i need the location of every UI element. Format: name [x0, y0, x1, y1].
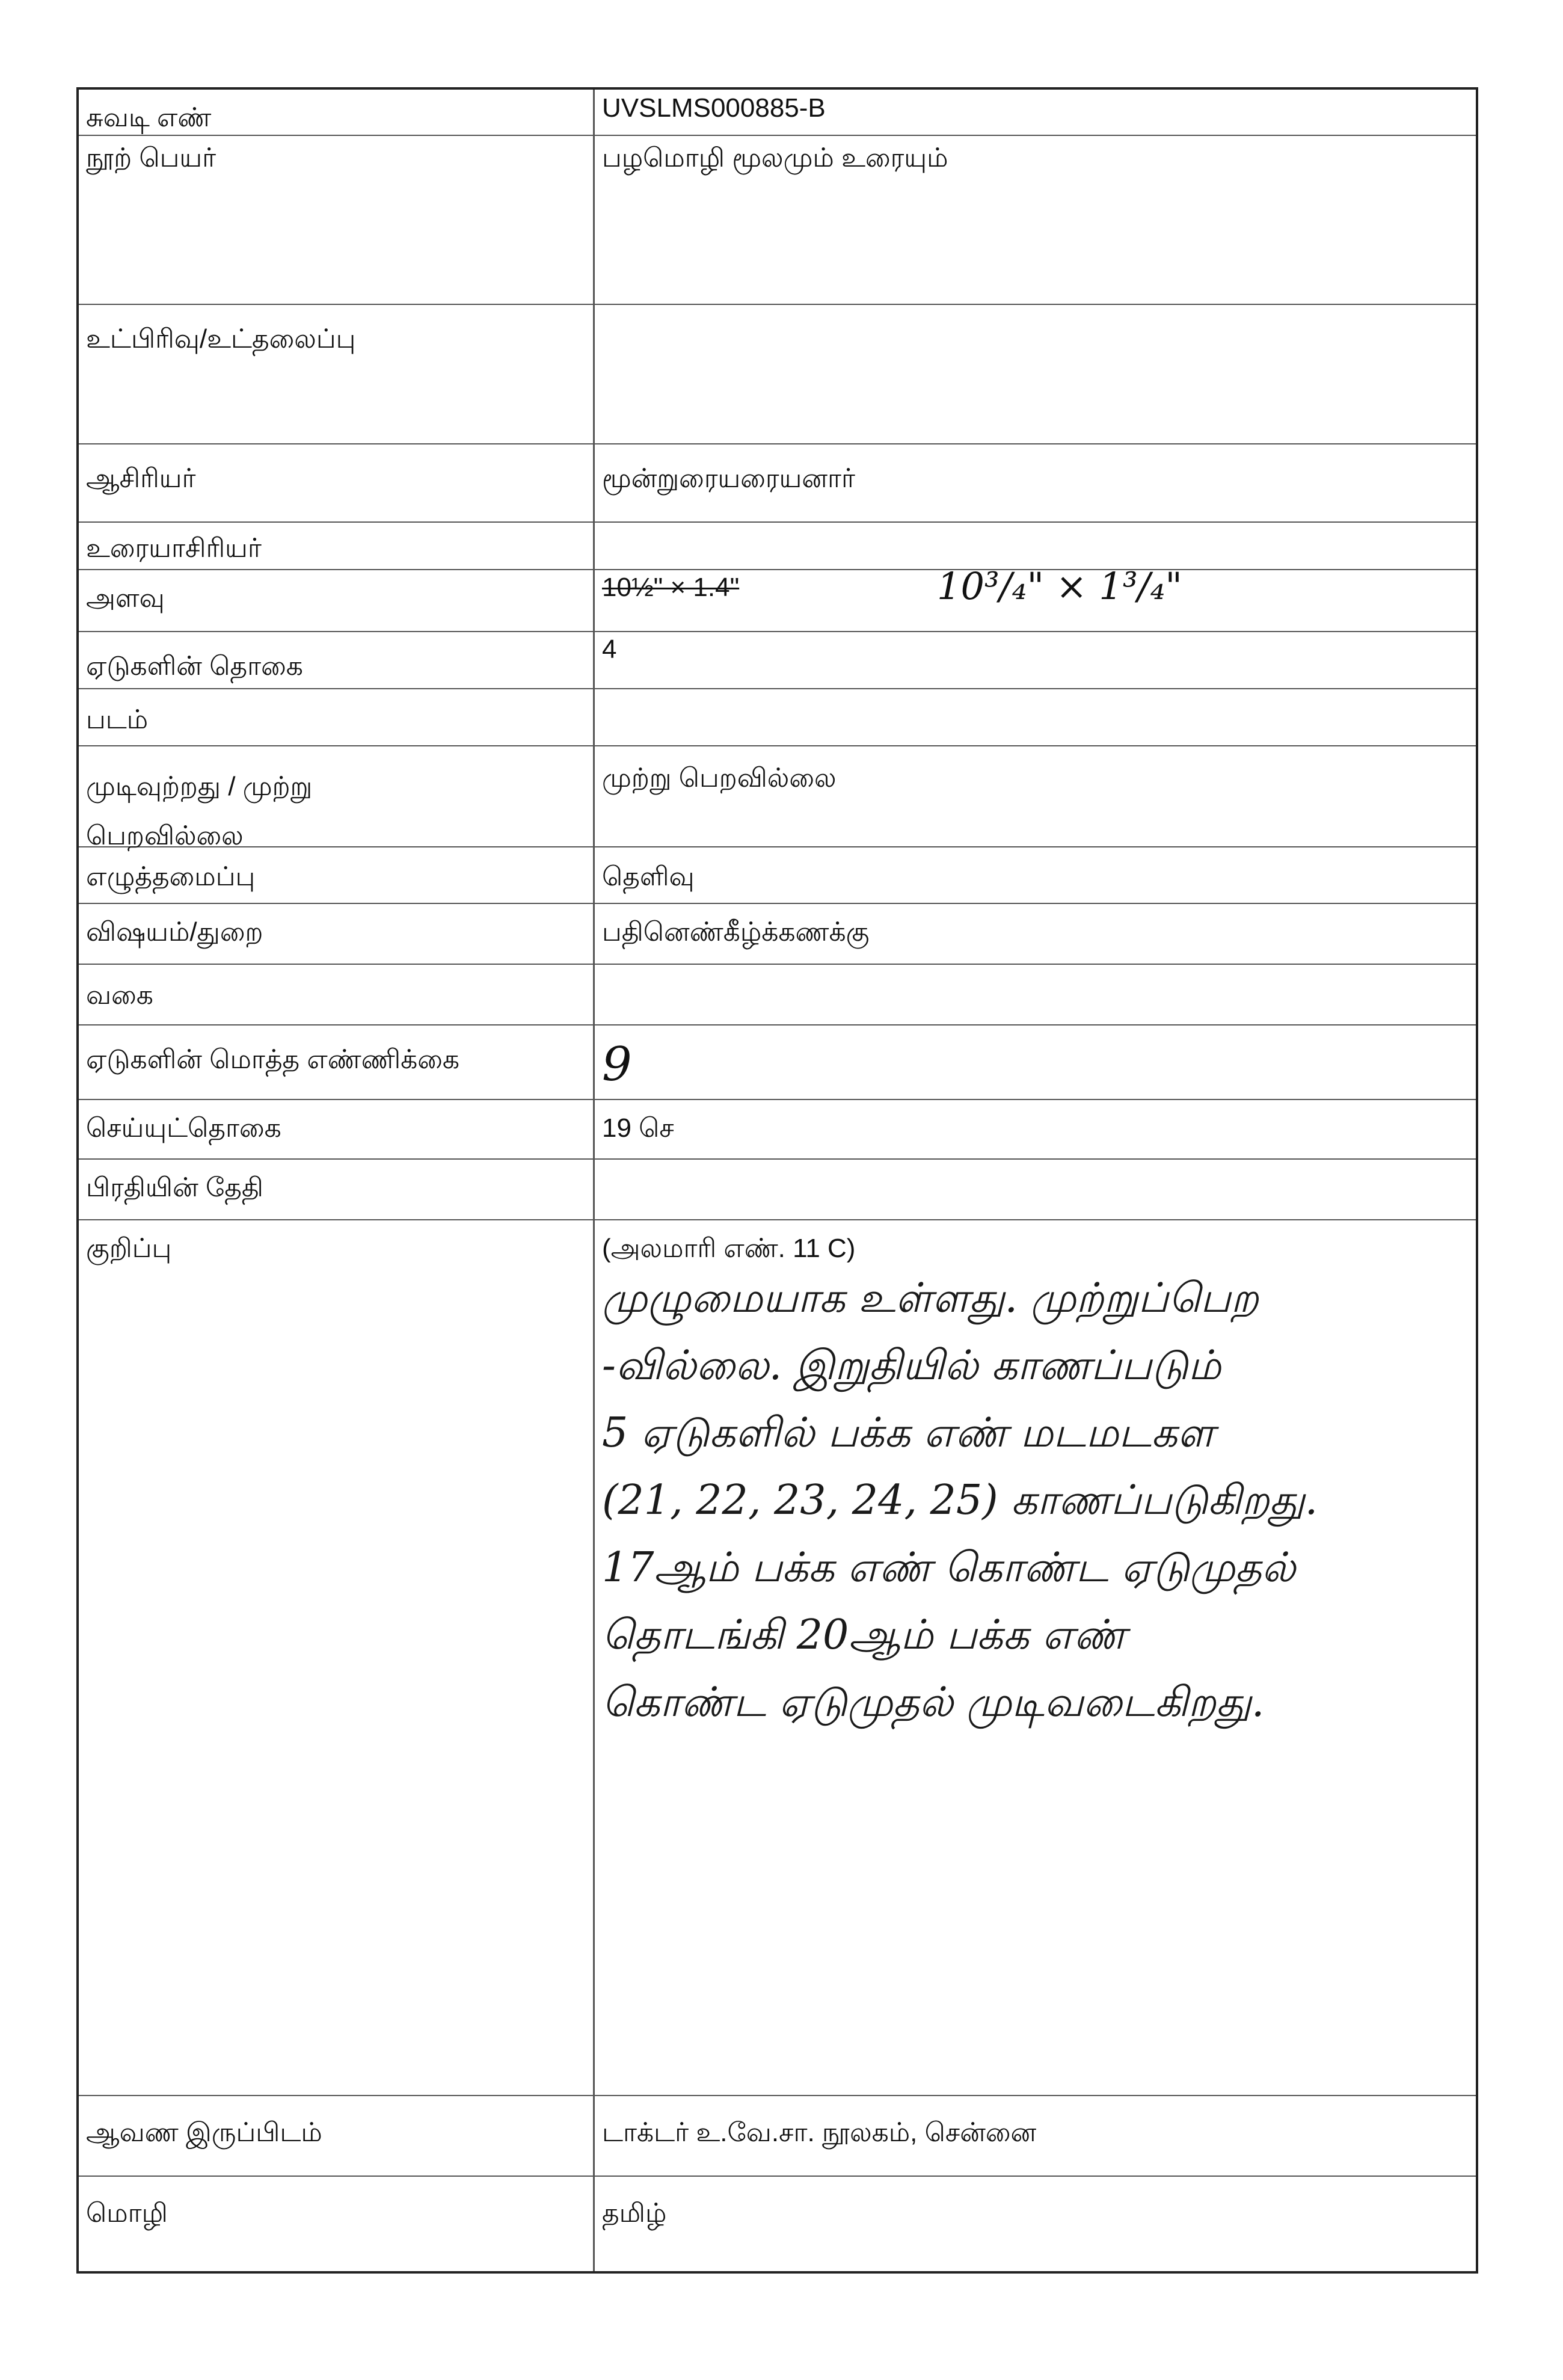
note-line: -வில்லை. இறுதியில் காணப்படும் [602, 1342, 1221, 1389]
label-notes: குறிப்பு [86, 1234, 172, 1263]
row-book-title [79, 136, 1476, 305]
row-size [79, 564, 1476, 632]
label-commentator: உரையாசிரியர் [86, 534, 262, 563]
value-notes-printed: (அலமாரி எண். 11 C) [602, 1234, 856, 1263]
value-author: மூன்றுரையரையனார் [602, 464, 856, 493]
label-verse-count: செய்யுட்தொகை [86, 1113, 281, 1143]
value-total-leaves-handwritten: 9 [602, 1038, 632, 1092]
value-script: தெளிவு [602, 862, 695, 891]
row-script [79, 847, 1476, 904]
label-type: வகை [86, 980, 153, 1010]
row-verse-count [79, 1100, 1476, 1160]
note-line: 17ஆம் பக்க எண் கொண்ட ஏடுமுதல் [602, 1544, 1296, 1591]
value-completion: முற்று பெறவில்லை [602, 763, 837, 793]
row-copy-date [79, 1160, 1476, 1220]
record-sheet [76, 87, 1478, 2274]
value-verse-count: 19 செ [602, 1113, 674, 1143]
note-line: தொடங்கி 20ஆம் பக்க எண் [602, 1611, 1126, 1659]
note-line: முழுமையாக உள்ளது. முற்றுப்பெற [602, 1275, 1259, 1322]
value-language: தமிழ் [602, 2198, 667, 2228]
note-line: 5 ஏடுகளில் பக்க எண் மடமடகள [602, 1409, 1215, 1457]
label-archive-location: ஆவண இருப்பிடம் [86, 2118, 322, 2147]
row-subject [79, 904, 1476, 965]
note-line: (21, 22, 23, 24, 25) காணப்படுகிறது. [602, 1477, 1318, 1524]
row-total-leaves [79, 1025, 1476, 1100]
row-picture [79, 689, 1476, 746]
value-manuscript-number: UVSLMS000885-B [602, 93, 826, 123]
label-language: மொழி [86, 2198, 168, 2228]
label-copy-date: பிரதியின் தேதி [86, 1173, 263, 1202]
label-total-leaves: ஏடுகளின் மொத்த எண்ணிக்கை [86, 1045, 460, 1074]
label-picture: படம் [86, 705, 149, 734]
value-size-printed: 10½" × 1.4" [602, 573, 740, 602]
row-completion [79, 746, 1476, 850]
label-leaf-count: ஏடுகளின் தொகை [86, 651, 303, 681]
note-line: கொண்ட ஏடுமுதல் முடிவடைகிறது. [602, 1679, 1265, 1726]
row-leaf-count [79, 632, 1476, 689]
row-language [79, 2177, 1476, 2274]
label-size: அளவு [86, 583, 165, 613]
label-subject: விஷயம்/துறை [86, 917, 263, 947]
label-manuscript-number: சுவடி எண் [86, 103, 212, 132]
value-leaf-count: 4 [602, 635, 617, 664]
label-book-title: நூற் பெயர் [86, 143, 216, 173]
row-subdivision [79, 305, 1476, 444]
row-manuscript-number [79, 90, 1476, 136]
value-archive-location: டாக்டர் உ.வே.சா. நூலகம், சென்னை [602, 2118, 1037, 2147]
row-archive-location [79, 2096, 1476, 2177]
row-type [79, 965, 1476, 1025]
row-author [79, 444, 1476, 523]
row-notes [79, 1220, 1476, 2096]
value-book-title: பழமொழி மூலமும் உரையும் [602, 143, 948, 173]
label-author: ஆசிரியர் [86, 464, 196, 493]
label-script: எழுத்தமைப்பு [86, 862, 256, 891]
notes-handwritten [602, 1265, 1464, 1736]
label-subdivision: உட்பிரிவு/உட்தலைப்பு [86, 324, 356, 354]
value-subject: பதினெண்கீழ்க்கணக்கு [602, 917, 870, 947]
row-commentator [79, 523, 1476, 570]
value-size-handwritten: 10³/₄" × 1³/₄" [937, 564, 1182, 608]
label-completion: முடிவுற்றது / முற்று பெறவில்லை [86, 772, 313, 850]
